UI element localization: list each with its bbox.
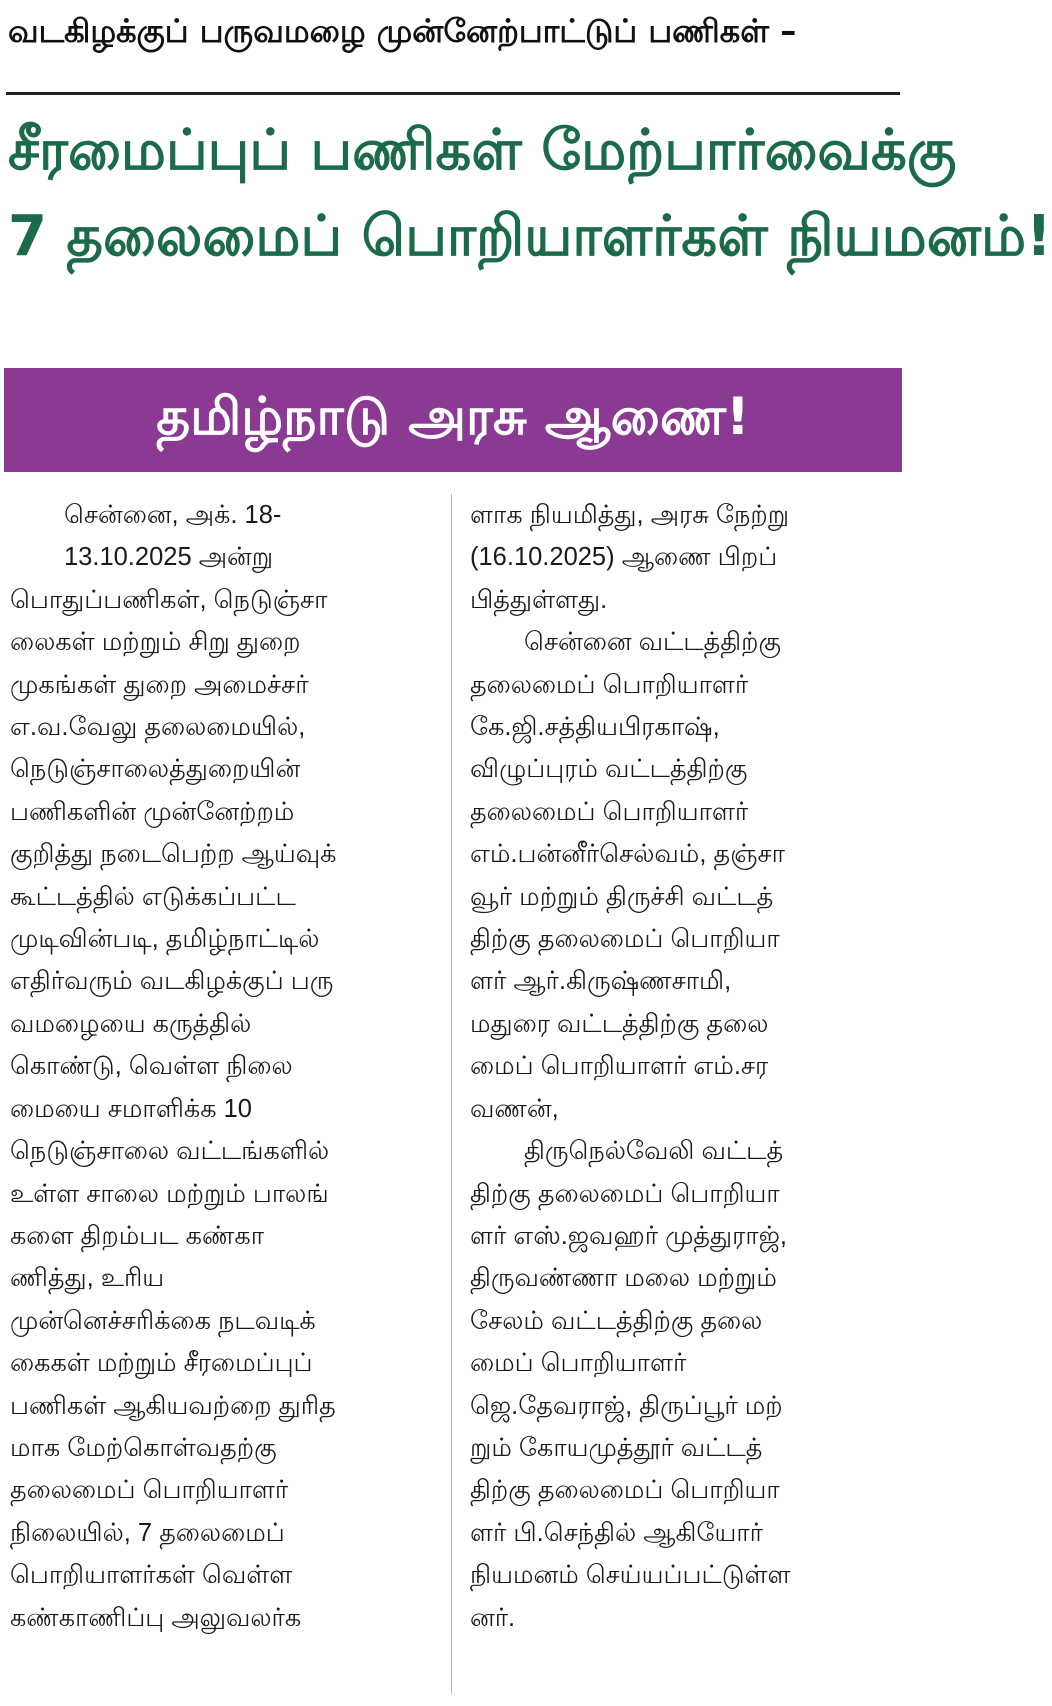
text-line: வூர் மற்றும் திருச்சி வட்டத்	[470, 882, 774, 911]
subheadline-banner	[4, 368, 902, 472]
text-line: விழுப்புரம் வட்டத்திற்கு	[470, 755, 748, 784]
text-line: மைப் பொறியாளர் எம்.சர	[470, 1052, 769, 1081]
text-line: பணிகள் ஆகியவற்றை துரித	[10, 1391, 336, 1420]
text-line: நெடுஞ்சாலைத்துறையின்	[10, 755, 301, 784]
text-line: நியமனம் செய்யப்பட்டுள்ள	[470, 1561, 791, 1590]
text-line: ஜெ.தேவராஜ், திருப்பூர் மற்	[470, 1391, 783, 1420]
text-line: குறித்து நடைபெற்ற ஆய்வுக்	[10, 840, 337, 869]
text-line: மதுரை வட்டத்திற்கு தலை	[470, 1009, 769, 1038]
text-line: மைப் பொறியாளர்	[470, 1349, 687, 1378]
text-line: கைகள் மற்றும் சீரமைப்புப்	[10, 1349, 313, 1378]
text-line: முன்னெச்சரிக்கை நடவடிக்	[10, 1306, 316, 1335]
text-line: னர்.	[470, 1603, 516, 1632]
text-line: களை திறம்பட கண்கா	[10, 1221, 265, 1250]
text-line: ணித்து, உரிய	[10, 1264, 165, 1293]
text-line: வணன்,	[470, 1094, 559, 1123]
header-rule	[6, 92, 900, 95]
text-line: கண்காணிப்பு அலுவலர்க	[10, 1603, 302, 1632]
text-line: எம்.பன்னீர்செல்வம், தஞ்சா	[470, 840, 785, 869]
text-line: முகங்கள் துறை அமைச்சர்	[10, 670, 309, 699]
text-line: பணிகளின் முன்னேற்றம்	[10, 797, 295, 826]
text-line: மாக மேற்கொள்வதற்கு	[10, 1433, 277, 1462]
text-line: ளர் ஆர்.கிருஷ்ணசாமி,	[470, 967, 732, 996]
text-line: ளாக நியமித்து, அரசு நேற்று	[470, 501, 790, 529]
article-column-left	[10, 494, 438, 1639]
text-line: திற்கு தலைமைப் பொறியா	[470, 925, 780, 954]
text-line: திற்கு தலைமைப் பொறியா	[470, 1476, 780, 1505]
text-line: தலைமைப் பொறியாளர்	[470, 670, 749, 699]
text-line: நெடுஞ்சாலை வட்டங்களில்	[10, 1137, 330, 1166]
text-line: பித்துள்ளது.	[470, 585, 608, 614]
text-line: மையை சமாளிக்க 10	[10, 1094, 252, 1123]
text-line: எதிர்வரும் வடகிழக்குப் பரு	[10, 967, 334, 996]
text-line: முடிவின்படி, தமிழ்நாட்டில்	[10, 925, 320, 954]
main-headline	[8, 108, 1052, 280]
text-line: கூட்டத்தில் எடுக்கப்பட்ட	[10, 882, 296, 911]
text-line: தலைமைப் பொறியாளர்	[10, 1476, 289, 1505]
text-line: சேலம் வட்டத்திற்கு தலை	[470, 1306, 763, 1335]
text-line: தலைமைப் பொறியாளர்	[470, 797, 749, 826]
text-line: திற்கு தலைமைப் பொறியா	[470, 1179, 780, 1208]
text-line: லைகள் மற்றும் சிறு துறை	[10, 628, 301, 657]
text-line: எ.வ.வேலு தலைமையில்,	[10, 713, 306, 742]
text-line: திருநெல்வேலி வட்டத்	[524, 1137, 784, 1166]
text-line: 13.10.2025 அன்று	[64, 543, 274, 572]
column-divider	[451, 494, 452, 1694]
text-line: றும் கோயமுத்தூர் வட்டத்	[470, 1433, 763, 1462]
text-line: பொதுப்பணிகள், நெடுஞ்சா	[10, 585, 328, 614]
text-line: பொறியாளர்கள் வெள்ள	[10, 1561, 293, 1590]
text-line: கே.ஜி.சத்தியபிரகாஷ்,	[470, 713, 720, 742]
text-line: திருவண்ணா மலை மற்றும்	[470, 1264, 777, 1293]
text-line: ளர் பி.செந்தில் ஆகியோர்	[470, 1518, 763, 1547]
headline-line-1: சீரமைப்புப் பணிகள் மேற்பார்வைக்கு	[8, 118, 957, 183]
text-line: சென்னை வட்டத்திற்கு	[524, 628, 782, 657]
banner-text: தமிழ்நாடு அரசு ஆணை!	[156, 386, 750, 447]
text-line: சென்னை, அக். 18-	[64, 501, 282, 529]
kicker-headline: வடகிழக்குப் பருவமழை முன்னேற்பாட்டுப் பணிகள் –	[8, 12, 797, 50]
text-line: கொண்டு, வெள்ள நிலை	[10, 1052, 293, 1081]
text-line: நிலையில், 7 தலைமைப்	[10, 1518, 285, 1547]
text-line: உள்ள சாலை மற்றும் பாலங்	[10, 1179, 329, 1208]
text-line: (16.10.2025) ஆணை பிறப்	[470, 543, 778, 572]
text-line: வமழையை கருத்தில்	[10, 1009, 252, 1038]
article-column-right	[470, 494, 898, 1639]
headline-line-2: 7 தலைமைப் பொறியாளர்கள் நியமனம்!	[8, 204, 1052, 269]
text-line: ளர் எஸ்.ஜவஹர் முத்துராஜ்,	[470, 1221, 788, 1250]
